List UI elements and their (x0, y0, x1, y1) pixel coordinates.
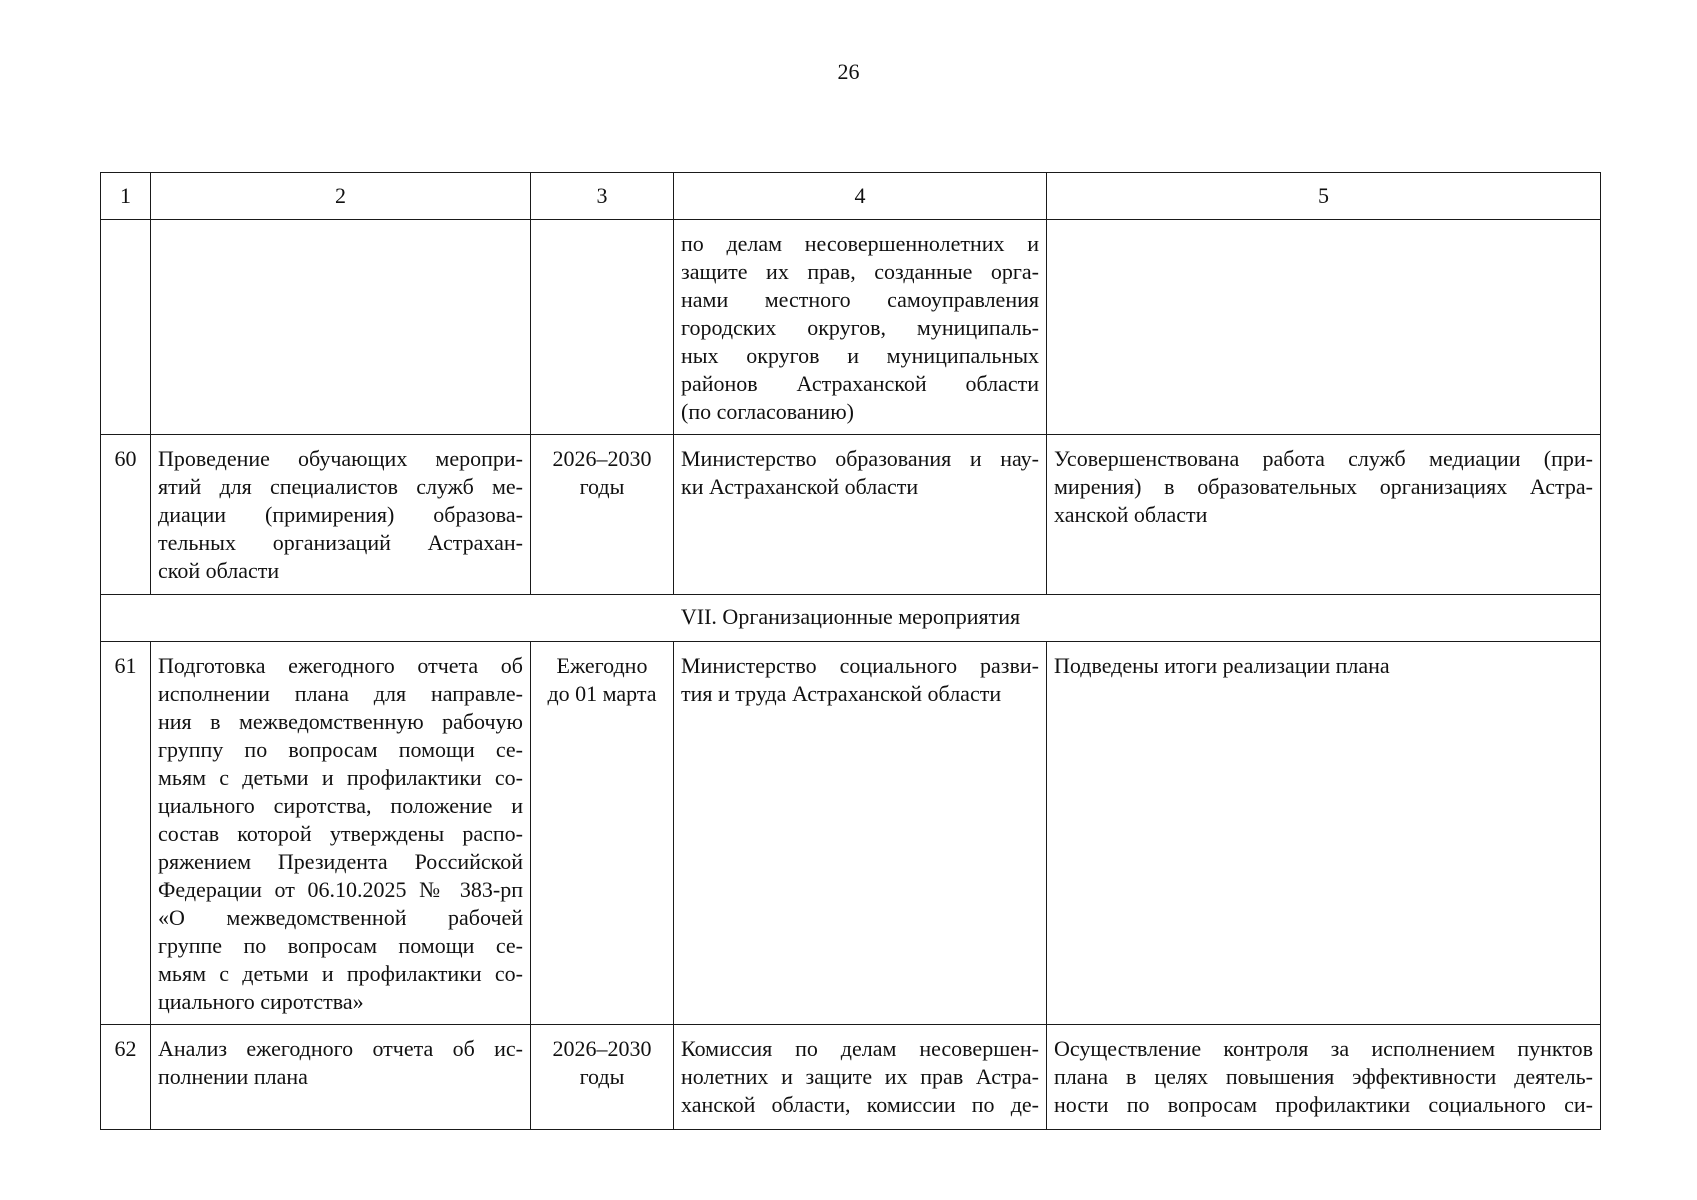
cell-period (531, 220, 674, 435)
section-title: VII. Организационные мероприятия (101, 595, 1601, 642)
executor-line: районов Астраханской области (681, 371, 1039, 396)
executor-line: (по согласованию) (681, 399, 854, 424)
table-header-row (101, 173, 1601, 220)
executor-line: защите их прав, созданные орга- (681, 259, 1039, 284)
result-line: мирения) в образовательных организациях Астра- (1054, 474, 1593, 499)
cell-event (151, 220, 531, 435)
executor-line: городских округов, муниципаль- (681, 315, 1039, 340)
period-line: годы (579, 474, 625, 499)
executor-line: по делам несовершеннолетних и (681, 231, 1039, 256)
result-line: ханской области (1054, 502, 1208, 527)
column-number-5: 5 (1047, 173, 1601, 220)
event-line: мьям с детьми и профилактики со- (158, 961, 523, 986)
event-line: Федерации от 06.10.2025 № 383-рп (158, 877, 523, 902)
event-line: ряжением Президента Российской (158, 849, 523, 874)
column-number-4: 4 (674, 173, 1047, 220)
cell-num: 61 (101, 642, 151, 1025)
cell-num: 62 (101, 1025, 151, 1130)
event-line: группе по вопросам помощи се- (158, 933, 523, 958)
period-line: 2026–2030 (552, 446, 652, 471)
event-line: состав которой утверждены распо- (158, 821, 523, 846)
event-line: группу по вопросам помощи се- (158, 737, 523, 762)
table-row-continued (101, 220, 1601, 435)
cell-executor (674, 642, 1047, 1025)
table-row-60 (101, 435, 1601, 595)
result-line: плана в целях повышения эффективности деятель- (1054, 1064, 1593, 1089)
table-row-61 (101, 642, 1601, 1025)
event-line: мьям с детьми и профилактики со- (158, 765, 523, 790)
event-line: диации (примирения) образова- (158, 502, 523, 527)
event-line: циального сиротства, положение и (158, 793, 523, 818)
period-line: до 01 марта (547, 681, 657, 706)
cell-period (531, 642, 674, 1025)
event-line: Анализ ежегодного отчета об ис- (158, 1036, 523, 1061)
result-line: ности по вопросам профилактики социального си- (1054, 1092, 1593, 1117)
event-line: ятий для специалистов служб ме- (158, 474, 523, 499)
event-line: ской области (158, 558, 280, 583)
event-line: циального сиротства» (158, 989, 364, 1014)
cell-result (1047, 220, 1601, 435)
column-number-1: 1 (101, 173, 151, 220)
cell-result (1047, 642, 1601, 1025)
event-line: Проведение обучающих меропри- (158, 446, 523, 471)
cell-period (531, 1025, 674, 1130)
period-line: 2026–2030 (552, 1036, 652, 1061)
section-row (101, 595, 1601, 642)
event-line: ния в межведомственную рабочую (158, 709, 523, 734)
cell-result (1047, 1025, 1601, 1130)
event-line: исполнении плана для направле- (158, 681, 523, 706)
result-line: Подведены итоги реализации плана (1054, 653, 1390, 678)
cell-num (101, 220, 151, 435)
executor-line: нолетних и защите их прав Астра- (681, 1064, 1039, 1089)
executor-line: ки Астраханской области (681, 474, 919, 499)
event-line: тельных организаций Астрахан- (158, 530, 523, 555)
result-line: Усовершенствована работа служб медиации (при- (1054, 446, 1593, 471)
event-line: полнении плана (158, 1064, 308, 1089)
result-line: Осуществление контроля за исполнением пунктов (1054, 1036, 1593, 1061)
cell-event (151, 1025, 531, 1130)
executor-line: Министерство образования и нау- (681, 446, 1039, 471)
cell-event (151, 435, 531, 595)
plan-table (100, 172, 1601, 1130)
cell-executor (674, 220, 1047, 435)
period-line: годы (579, 1064, 625, 1089)
executor-line: ханской области, комиссии по де- (681, 1092, 1039, 1117)
executor-line: ных округов и муниципальных (681, 343, 1039, 368)
column-number-2: 2 (151, 173, 531, 220)
table-row-62 (101, 1025, 1601, 1130)
cell-executor (674, 435, 1047, 595)
cell-result (1047, 435, 1601, 595)
executor-line: Комиссия по делам несовершен- (681, 1036, 1039, 1061)
column-number-3: 3 (531, 173, 674, 220)
executor-line: Министерство социального разви- (681, 653, 1039, 678)
executor-line: нами местного самоуправления (681, 287, 1039, 312)
cell-num: 60 (101, 435, 151, 595)
cell-event (151, 642, 531, 1025)
event-line: Подготовка ежегодного отчета об (158, 653, 523, 678)
executor-line: тия и труда Астраханской области (681, 681, 1002, 706)
period-line: Ежегодно (556, 653, 648, 678)
page-number: 26 (837, 59, 860, 84)
cell-executor (674, 1025, 1047, 1130)
event-line: «О межведомственной рабочей (158, 905, 523, 930)
cell-period (531, 435, 674, 595)
